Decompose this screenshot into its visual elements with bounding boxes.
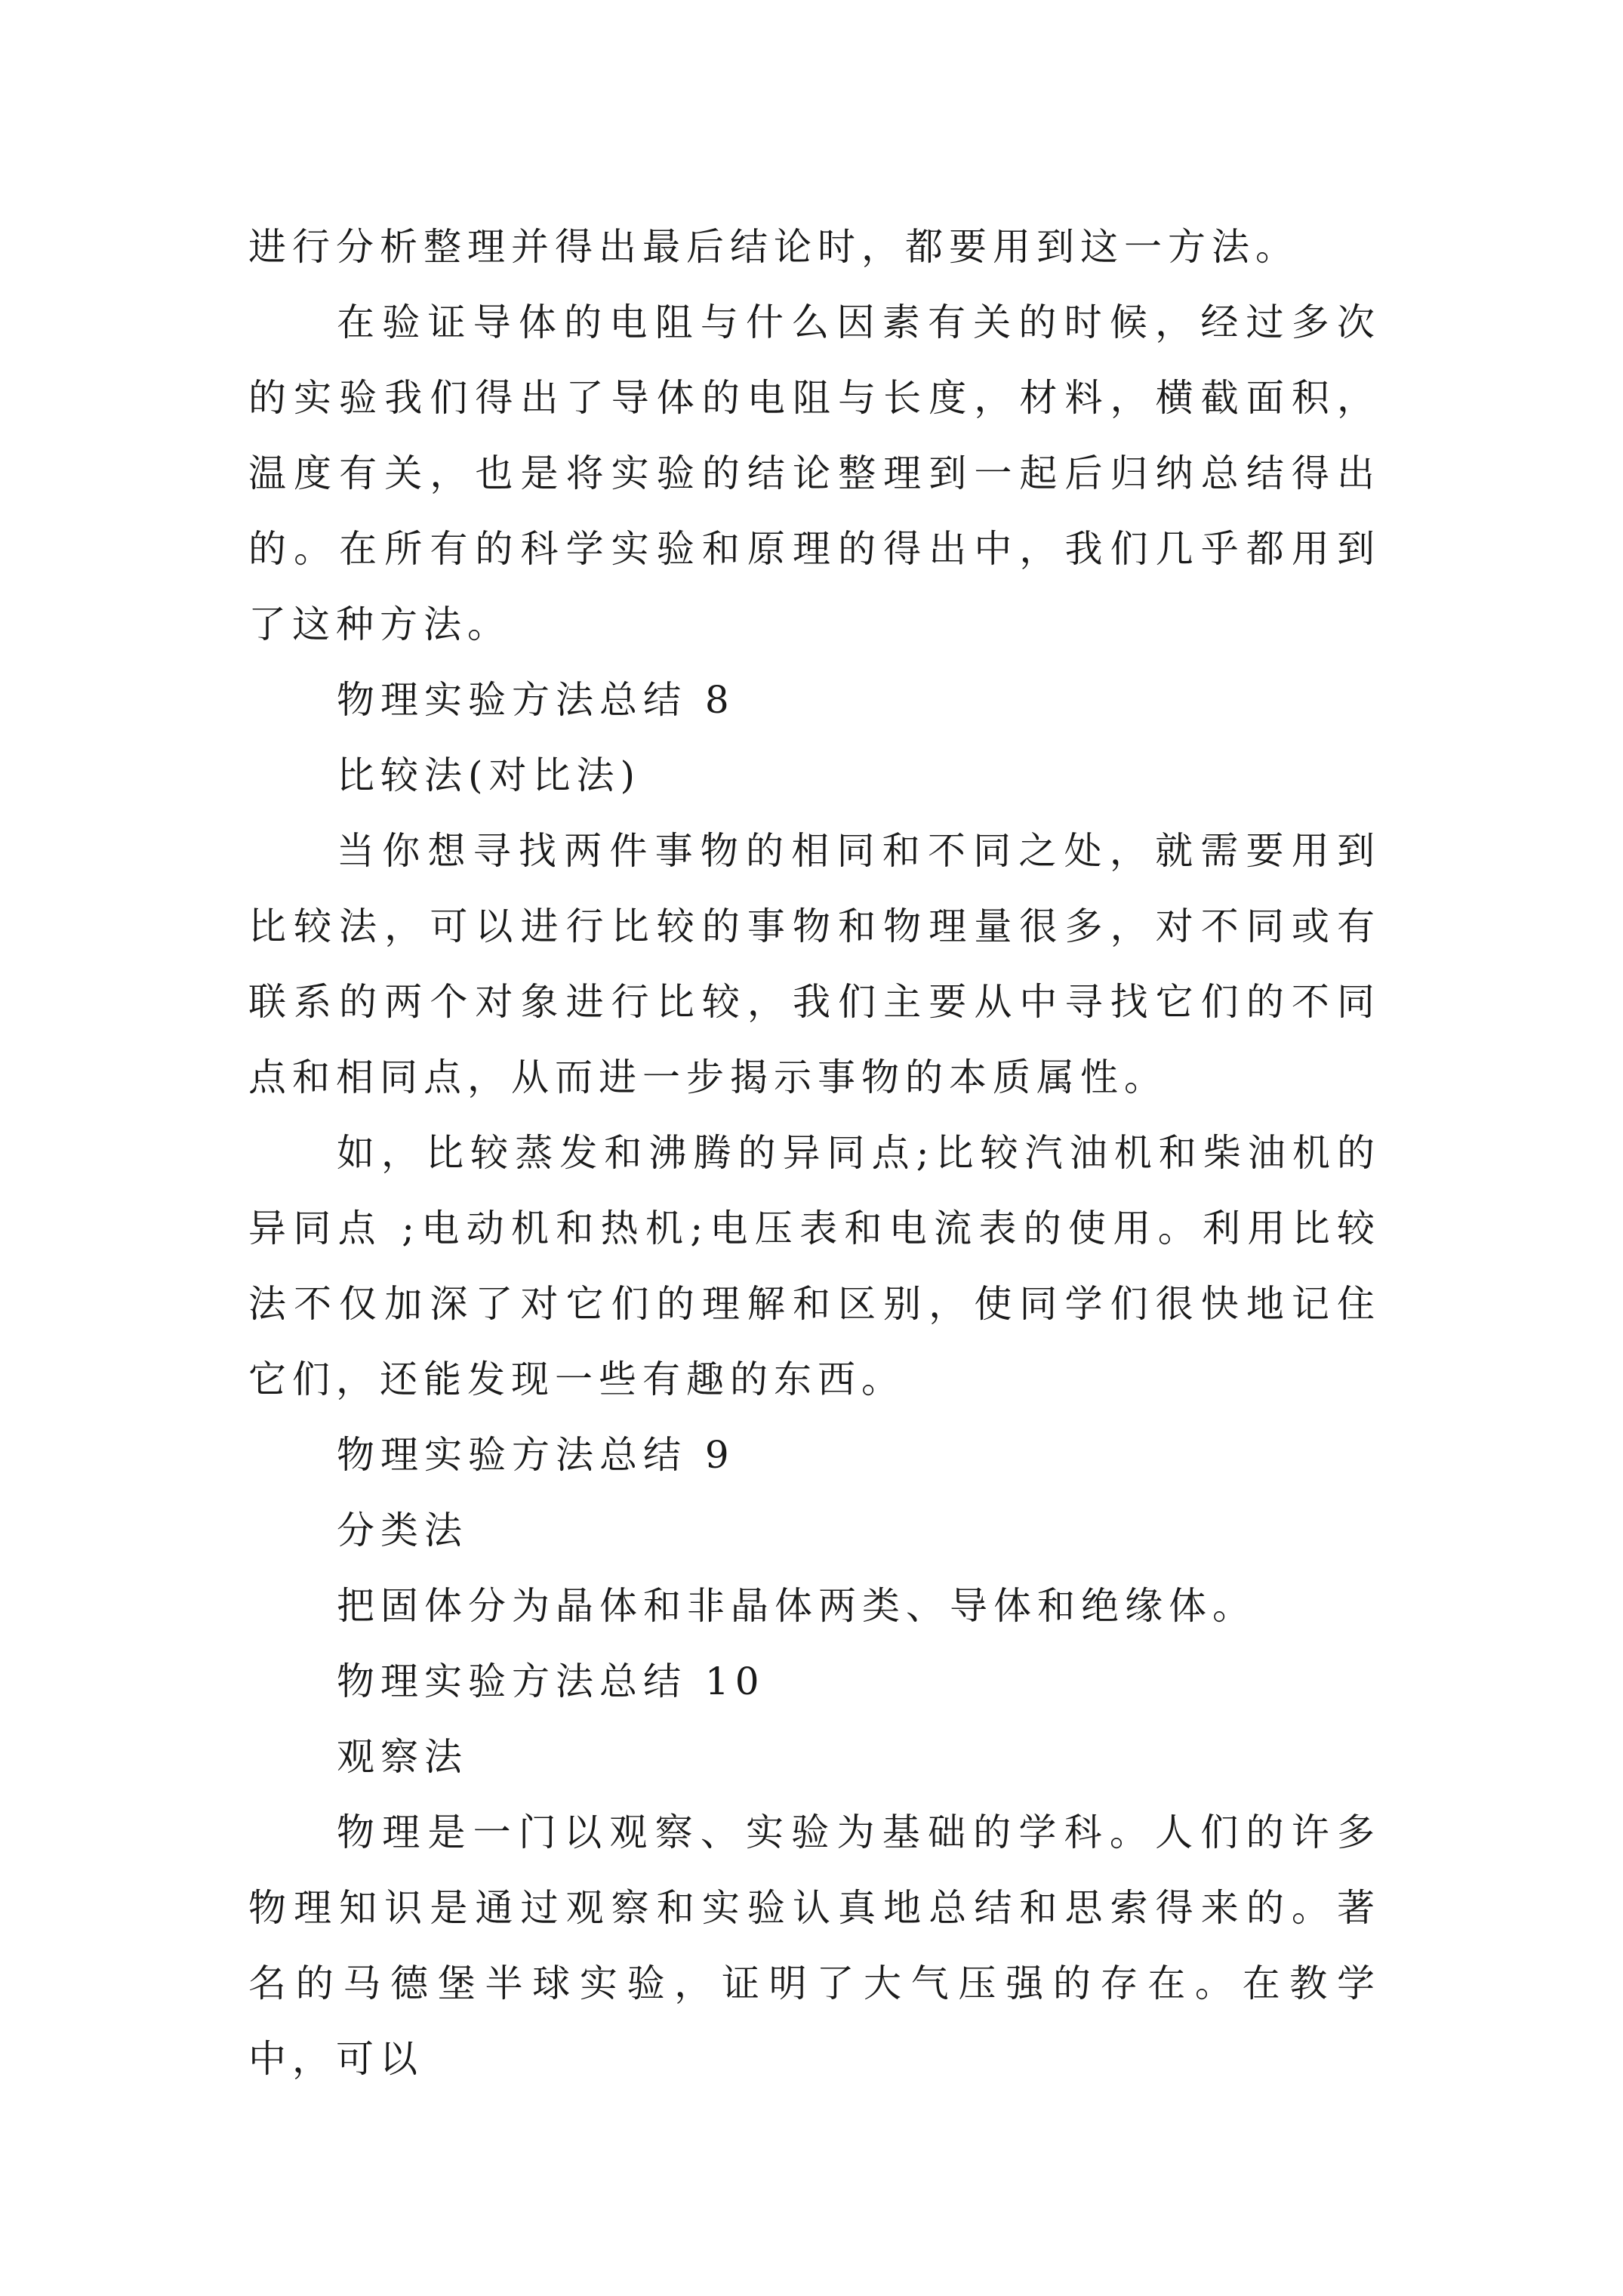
paragraph-continuation: 进行分析整理并得出最后结论时，都要用到这一方法。 — [248, 225, 1299, 269]
section-heading-10: 物理实验方法总结 10 — [337, 1660, 765, 1703]
paragraph-classification: 把固体分为晶体和非晶体两类、导体和绝缘体。 — [337, 1584, 1256, 1628]
section-heading-8: 物理实验方法总结 8 — [337, 678, 735, 722]
method-title-comparison: 比较法(对比法) — [337, 754, 642, 797]
document-body — [248, 209, 1381, 2097]
paragraph-resistance-experiment: 在验证导体的电阻与什么因素有关的时候，经过多次的实验我们得出了导体的电阻与长度，材料，横截面积，温度有关，也是将实验的结论整理到一起后归纳总结得出的。在所有的科学实验和原理的得出中，我们几乎都用到了这种方法。 — [248, 300, 1381, 646]
paragraph-observation: 物理是一门以观察、实验为基础的学科。人们的许多物理知识是通过观察和实验认真地总结和思索得来的。著名的马德堡半球实验，证明了大气压强的存在。在教学中，可以 — [248, 1811, 1381, 2081]
section-heading-9: 物理实验方法总结 9 — [337, 1433, 735, 1477]
paragraph-comparison-intro: 当你想寻找两件事物的相同和不同之处，就需要用到比较法，可以进行比较的事物和物理量很多，对不同或有联系的两个对象进行比较，我们主要从中寻找它们的不同点和相同点，从而进一步揭示事物的本质属性。 — [248, 829, 1381, 1099]
method-title-classification: 分类法 — [337, 1509, 468, 1552]
paragraph-comparison-examples: 如，比较蒸发和沸腾的异同点;比较汽油机和柴油机的异同点 ;电动机和热机;电压表和电流表的使用。利用比较法不仅加深了对它们的理解和区别，使同学们很快地记住它们，还能发现一些有趣的东西。 — [248, 1131, 1381, 1401]
method-title-observation: 观察法 — [337, 1735, 468, 1779]
